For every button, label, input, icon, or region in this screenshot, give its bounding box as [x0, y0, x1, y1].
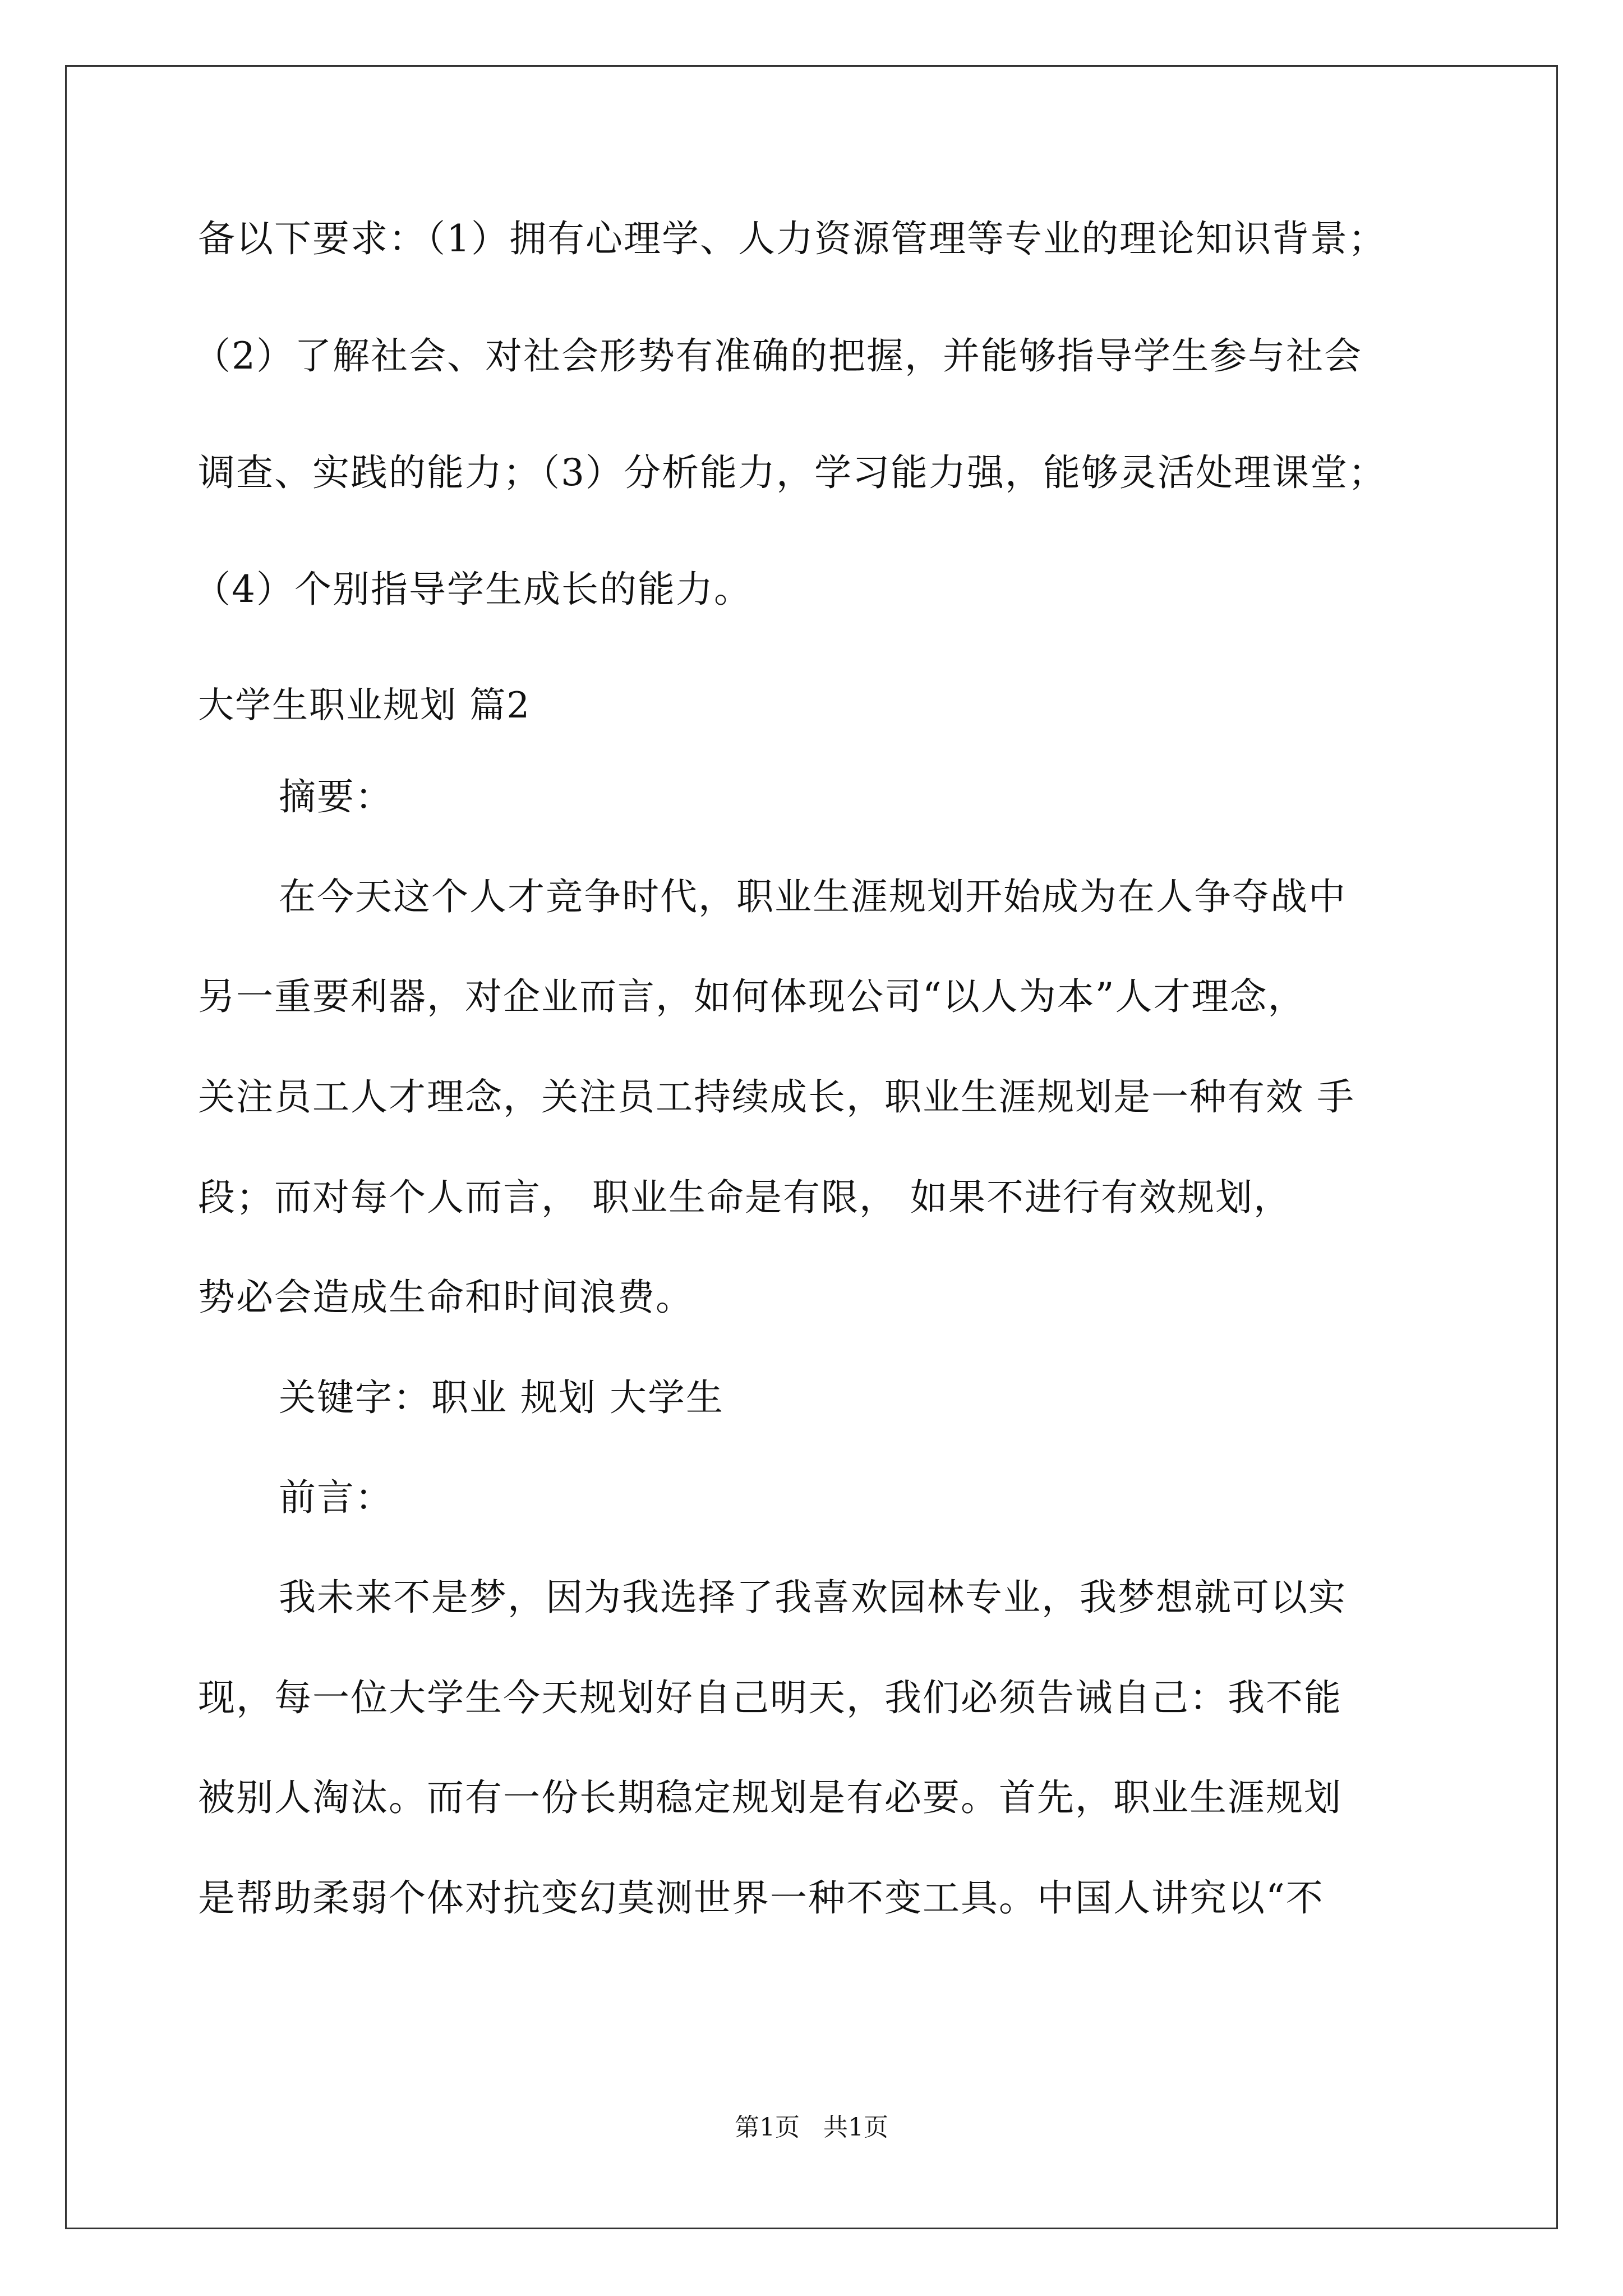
- keywords-line: 关键字：职业 规划 大学生: [279, 1376, 724, 1419]
- body-line: 段；而对每个人而言， 职业生命是有限， 如果不进行有效规划，: [198, 1176, 1292, 1219]
- abstract-label: 摘要：: [279, 775, 393, 818]
- preface-label: 前言：: [279, 1476, 393, 1519]
- page-footer: 第1页 共1页: [735, 2113, 888, 2142]
- body-line: 是帮助柔弱个体对抗变幻莫测世界一种不变工具。中国人讲究以“不: [198, 1876, 1324, 1920]
- body-line: 被别人淘汰。而有一份长期稳定规划是有必要。首先，职业生涯规划: [198, 1776, 1342, 1819]
- body-line: 调查、实践的能力；（3）分析能力，学习能力强，能够灵活处理课堂；: [198, 451, 1386, 494]
- body-line: 另一重要利器，对企业而言，如何体现公司“以人为本”人才理念，: [198, 975, 1306, 1018]
- body-line: 势必会造成生命和时间浪费。: [198, 1276, 694, 1319]
- body-line: （4）个别指导学生成长的能力。: [193, 568, 752, 611]
- body-line: 现，每一位大学生今天规划好自己明天，我们必须告诫自己：我不能: [198, 1676, 1342, 1719]
- body-line: （2）了解社会、对社会形势有准确的把握，并能够指导学生参与社会: [193, 334, 1362, 378]
- body-line: 在今天这个人才竞争时代，职业生涯规划开始成为在人争夺战中: [279, 875, 1347, 918]
- section-heading: 大学生职业规划 篇2: [198, 685, 531, 726]
- body-line: 备以下要求：（1）拥有心理学、人力资源管理等专业的理论知识背景；: [198, 217, 1386, 260]
- body-line: 关注员工人才理念，关注员工持续成长，职业生涯规划是一种有效 手: [198, 1075, 1355, 1119]
- body-line: 我未来不是梦，因为我选择了我喜欢园林专业，我梦想就可以实: [279, 1576, 1347, 1619]
